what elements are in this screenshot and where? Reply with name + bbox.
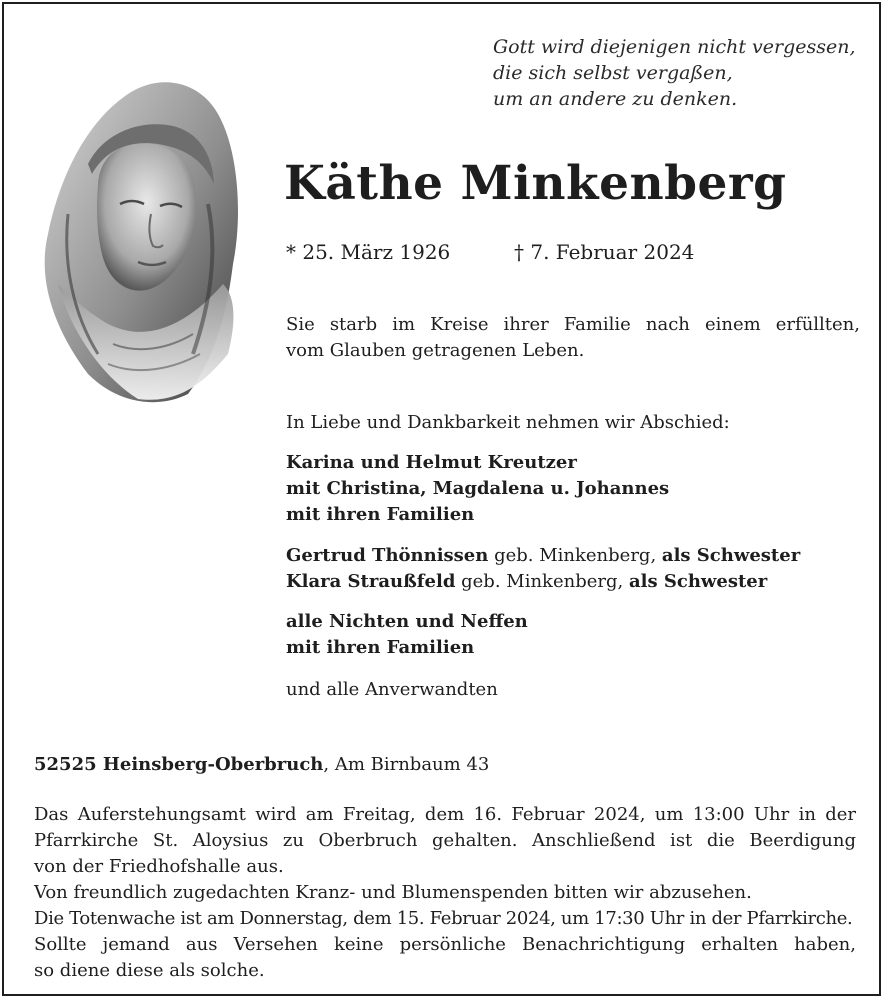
sister-name: Gertrud Thönnissen bbox=[286, 545, 489, 566]
mourner-line: mit ihren Familien bbox=[286, 504, 475, 525]
notice-line: von der Friedhofshalle aus. bbox=[34, 856, 284, 877]
sister-maiden-name: geb. Minkenberg, bbox=[488, 545, 662, 566]
address-street: , Am Birnbaum 43 bbox=[323, 754, 490, 775]
mourner-line: Karina und Helmut Kreutzer bbox=[286, 452, 577, 473]
address-line bbox=[34, 752, 856, 778]
mourner-group-2 bbox=[286, 609, 528, 661]
sister-entry bbox=[286, 543, 800, 569]
quote-line: um an andere zu denken. bbox=[493, 88, 738, 110]
madonna-portrait-icon bbox=[28, 64, 248, 404]
address-city: 52525 Heinsberg-Oberbruch bbox=[34, 754, 324, 775]
notice-line: so diene diese als solche. bbox=[34, 960, 265, 981]
deceased-name: Käthe Minkenberg bbox=[284, 156, 787, 211]
sister-maiden-name: geb. Minkenberg, bbox=[455, 571, 629, 592]
mourner-line: mit ihren Familien bbox=[286, 637, 475, 658]
service-notice bbox=[34, 802, 856, 984]
mourner-group-1 bbox=[286, 450, 669, 528]
quote-line: Gott wird diejenigen nicht vergessen, bbox=[493, 36, 856, 58]
notice-line: Sollte jemand aus Versehen keine persönliche Benachrichtigung erhalten haben, bbox=[34, 934, 856, 955]
quote-line: die sich selbst vergaßen, bbox=[493, 62, 733, 84]
mourner-line: mit Christina, Magdalena u. Johannes bbox=[286, 478, 670, 499]
intro-text bbox=[286, 312, 860, 364]
other-relatives: und alle Anverwandten bbox=[286, 679, 498, 700]
mourner-line: alle Nichten und Neffen bbox=[286, 611, 528, 632]
memorial-quote bbox=[493, 34, 873, 112]
notice-line: Das Auferstehungsamt wird am Freitag, dem 16. Februar 2024, um 13:00 Uhr in der bbox=[34, 804, 856, 825]
farewell-line: In Liebe und Dankbarkeit nehmen wir Abschied: bbox=[286, 412, 730, 433]
life-dates bbox=[286, 240, 695, 264]
notice-line: Von freundlich zugedachten Kranz- und Blumenspenden bitten wir abzusehen. bbox=[34, 882, 752, 903]
death-date: † 7. Februar 2024 bbox=[514, 240, 695, 264]
sister-role: als Schwester bbox=[628, 571, 768, 592]
sister-name: Klara Straußfeld bbox=[286, 571, 456, 592]
sister-entry bbox=[286, 569, 800, 595]
intro-line: vom Glauben getragenen Leben. bbox=[286, 340, 585, 361]
birth-date: * 25. März 1926 bbox=[286, 240, 451, 264]
sister-role: als Schwester bbox=[661, 545, 801, 566]
notice-line: Pfarrkirche St. Aloysius zu Oberbruch gehalten. Anschließend ist die Beerdigung bbox=[34, 830, 856, 851]
sisters-list bbox=[286, 543, 800, 595]
notice-line: Die Totenwache ist am Donnerstag, dem 15. Februar 2024, um 17:30 Uhr in der Pfarrkirche. bbox=[34, 908, 853, 929]
obituary-card bbox=[2, 2, 881, 996]
intro-line: Sie starb im Kreise ihrer Familie nach einem erfüllten, bbox=[286, 314, 860, 335]
